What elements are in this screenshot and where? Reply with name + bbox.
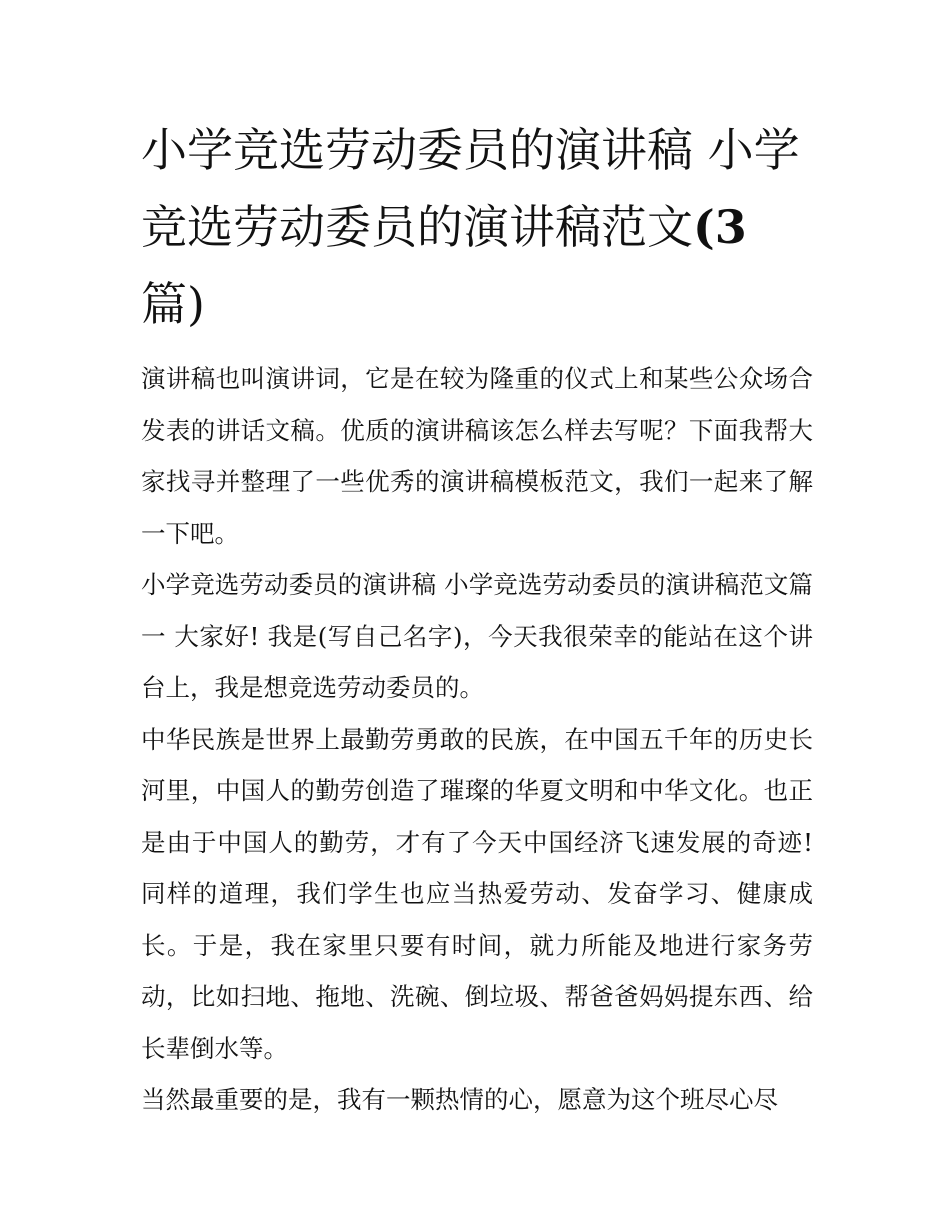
paragraph-intro: 演讲稿也叫演讲词，它是在较为隆重的仪式上和某些公众场合发表的讲话文稿。优质的演讲稿该怎么样去写呢？下面我帮大家找寻并整理了一些优秀的演讲稿模板范文，我们一起来了解一下吧。	[141, 364, 813, 548]
title-suffix-text: 篇)	[141, 277, 205, 331]
title-main-text: 小学竞选劳动委员的演讲稿 小学竞选劳动委员的演讲稿范文	[141, 123, 800, 254]
document-body	[141, 112, 813, 1126]
document-title	[141, 112, 813, 343]
paragraph-speech-opening: 小学竞选劳动委员的演讲稿 小学竞选劳动委员的演讲稿范文篇一 大家好! 我是(写自己名字)，今天我很荣幸的能站在这个讲台上，我是想竞选劳动委员的。	[141, 570, 813, 702]
paragraph-heart: 当然最重要的是，我有一颗热情的心，愿意为这个班尽心尽	[141, 1085, 778, 1114]
title-number-text: (3	[693, 200, 747, 254]
paragraph-diligence: 中华民族是世界上最勤劳勇敢的民族，在中国五千年的历史长河里，中国人的勤劳创造了璀璨的华夏文明和中华文化。也正是由于中国人的勤劳，才有了今天中国经济飞速发展的奇迹! 同样的道理，我们学生也应当热爱劳动、发奋学习、健康成长。于是，我在家里只要有时间，就力所能及地进行家务劳动，比如扫地、拖地、洗碗、倒垃圾、帮爸爸妈妈提东西、给长辈倒水等。	[141, 724, 813, 1063]
